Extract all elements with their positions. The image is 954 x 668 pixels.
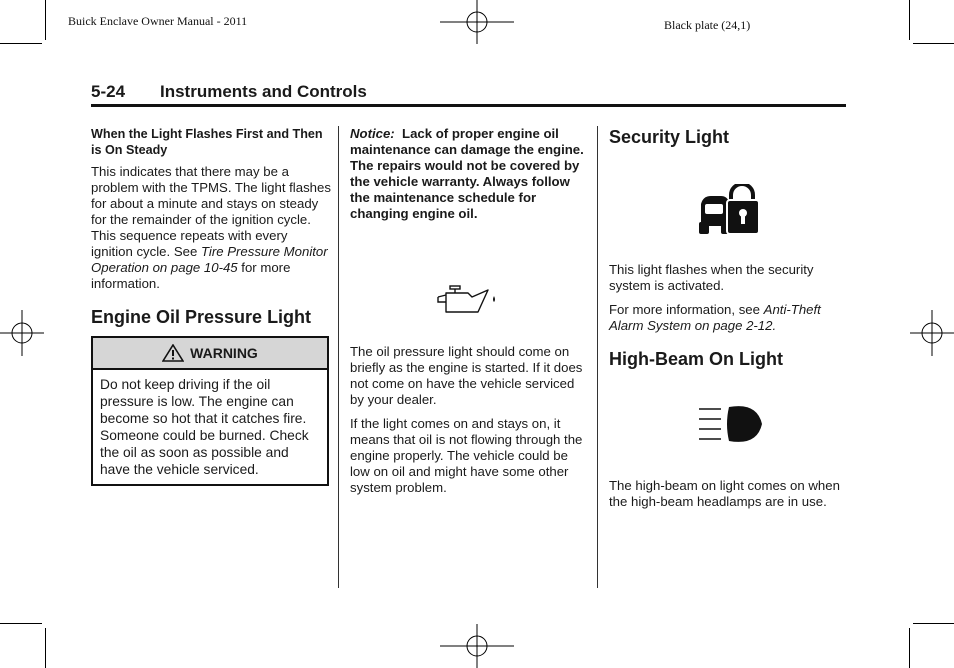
warning-triangle-icon <box>162 344 184 362</box>
warning-label: WARNING <box>190 345 258 361</box>
notice-paragraph: Notice: Lack of proper engine oil maintenance can damage the engine. The repairs would not be covered by the vehicle warranty. Always follow the maintenance schedule for changing engine oil. <box>350 126 584 221</box>
high-beam-paragraph: The high-beam on light comes on when the high-beam headlamps are in use. <box>609 478 840 509</box>
engine-oil-heading: Engine Oil Pressure Light <box>91 307 312 327</box>
registration-mark-left <box>0 310 44 356</box>
anti-theft-reference: Anti-Theft Alarm System on page 2-12. <box>609 302 821 333</box>
registration-mark-bottom <box>440 624 514 668</box>
column-3 <box>609 126 849 518</box>
column-2 <box>350 126 588 504</box>
security-paragraph-1: This light flashes when the security system is activated. <box>609 262 814 293</box>
high-beam-heading: High-Beam On Light <box>609 349 783 369</box>
column-divider-1 <box>338 126 339 588</box>
oil-pressure-paragraph-1: The oil pressure light should come on briefly as the engine is started. If it does not come on have the vehicle serviced by your dealer. <box>350 344 583 407</box>
oil-can-icon <box>350 230 588 344</box>
registration-mark-top <box>440 0 514 46</box>
tpms-paragraph: This indicates that there may be a problem with the TPMS. The light flashes for about a minute and stays on steady for the remainder of the ignition cycle. This sequence repeats with every ignition cycle. See Tire Pressure Monitor Operation on page 10-45 for more information. <box>91 164 331 291</box>
security-light-heading: Security Light <box>609 127 730 147</box>
high-beam-icon <box>609 374 849 478</box>
column-divider-2 <box>597 126 598 588</box>
warning-header <box>93 338 327 370</box>
subheading-flash-steady: When the Light Flashes First and Then is On Steady <box>91 127 323 157</box>
registration-mark-right <box>910 310 954 356</box>
print-header-left: Buick Enclave Owner Manual - 2011 <box>68 14 248 28</box>
page-number: 5-24 <box>91 82 126 101</box>
security-paragraph-2: For more information, see Anti-Theft Alarm System on page 2-12. <box>609 302 821 333</box>
notice-label: Notice: <box>350 126 395 141</box>
car-padlock-icon <box>609 152 849 262</box>
warning-text: Do not keep driving if the oil pressure is low. The engine can become so hot that it catches fire. Someone could be burned. Check the oil as soon as possible and have the vehicle serviced. <box>100 377 309 477</box>
column-1 <box>91 126 331 486</box>
page-header <box>91 80 846 107</box>
tpms-reference: Tire Pressure Monitor Operation on page 10-45 <box>91 244 328 275</box>
section-title: Instruments and Controls <box>160 82 367 101</box>
warning-box <box>91 336 329 486</box>
print-header-right: Black plate (24,1) <box>664 18 751 32</box>
oil-pressure-paragraph-2: If the light comes on and stays on, it means that oil is not flowing through the engine properly. The vehicle could be low on oil and might have some other system problem. <box>350 416 583 495</box>
